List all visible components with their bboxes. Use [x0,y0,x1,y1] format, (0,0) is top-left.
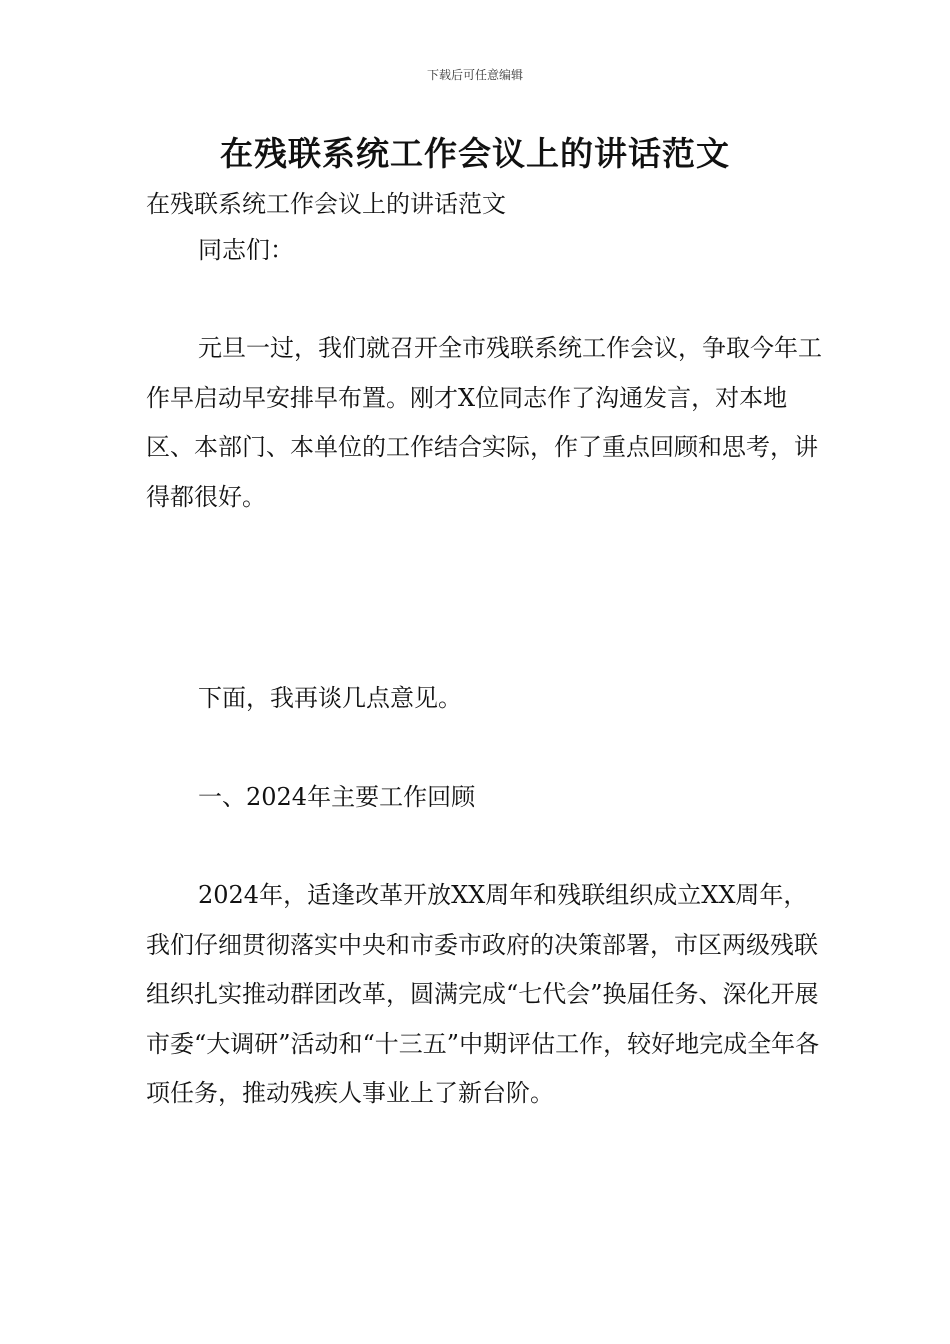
greeting-paragraph: 同志们： [198,236,294,264]
review-paragraph: 2024年，适逢改革开放XX周年和残联组织成立XX周年，我们仔细贯彻落实中央和市委市政府的决策部署，市区两级残联组织扎实推动群团改革，圆满完成“七代会”换届任务、深化开展市委“大调研”活动和“十三五”中期评估工作，较好地完成全年各项任务，推动残疾人事业上了新台阶。 [146,881,820,1107]
document-title: 在残联系统工作会议上的讲话范文 [220,134,730,173]
intro-paragraph: 元旦一过，我们就召开全市残联系统工作会议，争取今年工作早启动早安排早布置。刚才X位同志作了沟通发言，对本地区、本部门、本单位的工作结合实际，作了重点回顾和思考，讲得都很好。 [146,334,822,511]
section-heading-1: 一、2024年主要工作回顾 [198,783,476,811]
header-note: 下载后可任意编辑 [426,68,523,82]
transition-paragraph: 下面，我再谈几点意见。 [198,684,462,712]
document-subtitle: 在残联系统工作会议上的讲话范文 [146,190,506,218]
